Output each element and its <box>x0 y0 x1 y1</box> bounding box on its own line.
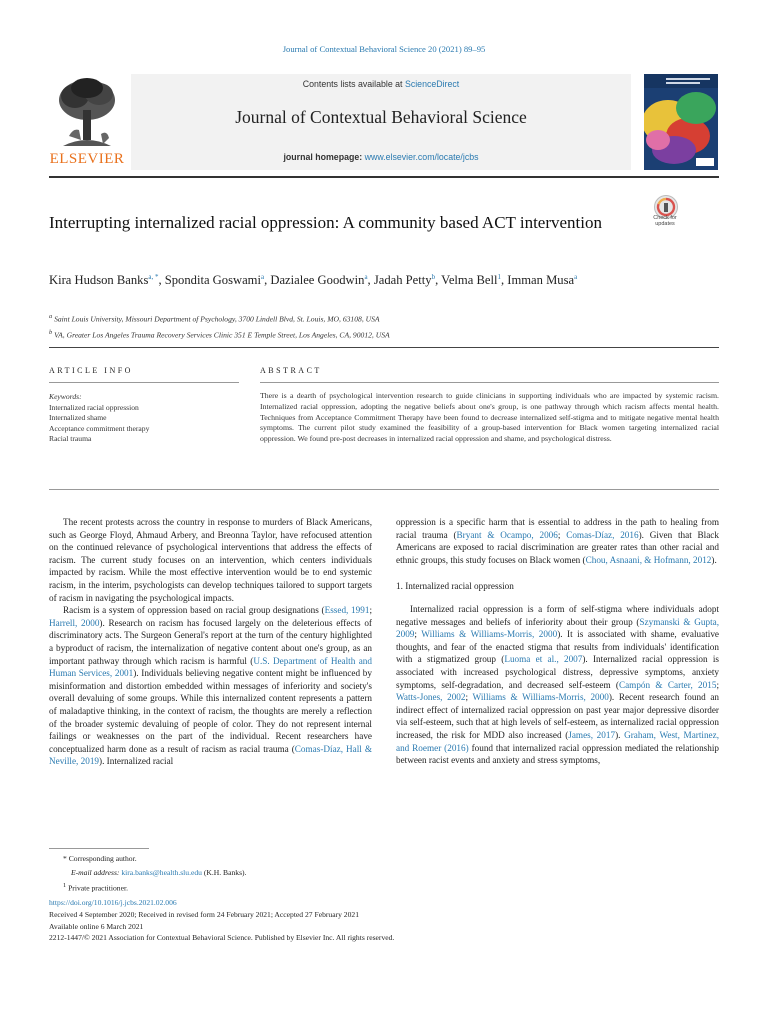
article-title: Interrupting internalized racial oppression: A community based ACT intervention <box>49 213 603 232</box>
keyword-list <box>49 403 239 445</box>
footnote-rule <box>49 848 149 849</box>
available-online: Available online 6 March 2021 <box>49 921 144 931</box>
footnote-corresponding: * Corresponding author. <box>63 854 137 863</box>
body-text-run: ). It is associated with shame, evaluative thoughts, and fear of the enacted stigma that results from individuals' identification with a stigmatized group ( <box>396 629 719 665</box>
citation-link[interactable]: Williams & Williams-Morris, 2000 <box>421 629 558 640</box>
copyright-line: 2212-1447/© 2021 Association for Contextual Behavioral Science. Published by Elsevier Inc. All rights reserved. <box>49 933 395 943</box>
body-text-run: oppression is a specific harm that is essential to address in the path to healing from racial trauma ( <box>396 517 719 540</box>
citation-link[interactable]: Campón & Carter, 2015 <box>618 679 717 690</box>
title-rule <box>49 347 719 348</box>
homepage-line <box>131 152 631 162</box>
email-suffix: (K.H. Banks). <box>201 867 247 877</box>
body-column-left <box>49 516 372 768</box>
check-updates-line2: updates <box>655 221 675 227</box>
author-name[interactable]: Dazialee Goodwin <box>270 273 365 288</box>
author-affiliation-mark[interactable]: b <box>431 273 436 281</box>
author-affiliation-mark[interactable]: a, * <box>148 273 159 281</box>
contents-prefix: Contents lists available at <box>302 79 405 89</box>
article-info-rule <box>49 382 239 383</box>
running-head[interactable]: Journal of Contextual Behavioral Science 20 (2021) 89–95 <box>282 44 486 54</box>
citation-link[interactable]: Chou, Asnaani, & Hofmann, 2012 <box>585 554 712 565</box>
body-text-run: ). Recent research found an indirect effect of internalized racial oppression on past year major depressive disorder via self-esteem, such that at high levels of self-esteem, as internalized racial oppression increased, the risk for MDD also increased ( <box>396 692 720 740</box>
private-practitioner-note: Private practitioner. <box>68 883 128 893</box>
keywords-heading: Keywords: <box>49 392 82 401</box>
check-updates-label <box>646 215 684 227</box>
affiliation-text: VA, Greater Los Angeles Trauma Recovery Services Clinic 351 E Temple Street, Los Angeles, CA, 90012, USA <box>54 330 390 340</box>
keywords-block <box>49 392 239 445</box>
sciencedirect-link[interactable]: ScienceDirect <box>404 79 460 89</box>
body-text-run: ; <box>369 605 372 616</box>
keyword: Racial trauma <box>49 434 92 444</box>
journal-name: Journal of Contextual Behavioral Science <box>235 107 527 127</box>
body-text-run: ). <box>711 554 717 565</box>
masthead-rule <box>49 176 719 178</box>
author-name[interactable]: Spondita Goswami <box>164 273 261 288</box>
author-affiliation-mark[interactable]: 1 <box>497 273 501 281</box>
citation-link[interactable]: Luoma et al., 2007 <box>504 654 583 665</box>
footnote-email <box>49 866 469 880</box>
journal-cover-image[interactable] <box>644 74 718 170</box>
body-text-run: ). Internalized racial <box>99 756 174 767</box>
body-text-run: ; <box>557 529 567 540</box>
abstract-bottom-rule <box>49 489 719 490</box>
citation-link[interactable]: U.S. Department of Health and Human Services, 2001 <box>49 655 372 679</box>
publication-info <box>49 897 609 944</box>
check-for-updates-button[interactable] <box>646 195 684 233</box>
body-text-run: ). Research on racism has focused largely on the deleterious effects of discriminatory acts. The Surgeon General's report at the turn of the century highlighted a byproduct of racism, the internalization of negative content about one's group, as an important pathway through which racism is harmful ( <box>49 617 372 666</box>
contents-line <box>131 79 631 89</box>
keyword: Internalized shame <box>49 413 107 423</box>
affiliation <box>49 326 689 342</box>
body-text-run: Internalized racial oppression is a form of self-stigma where individuals adopt negative messages and beliefs of inferiority about their group ( <box>396 603 719 627</box>
body-text-run: Racism is a system of oppression based on racial group designations ( <box>63 605 325 616</box>
email-label: E-mail address: <box>71 867 120 877</box>
citation-link[interactable]: Williams & Williams-Morris, 2000 <box>472 692 609 703</box>
body-text-run: found that internalized racial oppression mediated the relationship between racist events and anxiety and stress symptoms, <box>396 742 720 766</box>
journal-masthead <box>49 74 719 170</box>
journal-homepage-link[interactable]: www.elsevier.com/locate/jcbs <box>364 152 479 162</box>
citation-link[interactable]: Watts-Jones, 2002 <box>396 692 466 703</box>
author-name[interactable]: Jadah Petty <box>373 273 432 288</box>
abstract-rule <box>260 382 719 383</box>
elsevier-logo[interactable] <box>49 76 125 168</box>
footnote-private: $^1$ Private practitioner. <box>63 882 128 893</box>
body-text-run: The recent protests across the country in response to murders of Black Americans, such as George Floyd, Ahmaud Arbery, and Breonna Taylor, have refocused attention on the continued relevance of psychological interventions that address the effects of racism. The current study focuses on an intervention, which centers individuals impacted by racism. While the most effective intervention would be to end systemic racism, in the interim, psychologists can develop techniques tailored to support targets of racism in navigating the psychological impacts. <box>49 517 372 603</box>
body-text-run: ; <box>414 629 422 640</box>
homepage-prefix: journal homepage: <box>283 152 365 162</box>
cover-art-icon <box>644 74 718 170</box>
body-paragraph <box>49 516 372 604</box>
citation-link[interactable]: Szymanski & Gupta, 2009 <box>396 616 719 640</box>
affiliation-text: Saint Louis University, Missouri Department of Psychology, 3700 Lindell Blvd, St. Louis, MO, 63108, USA <box>54 314 380 324</box>
affiliation-mark: b <box>49 328 53 336</box>
article-info-heading: ARTICLE INFO <box>49 366 133 375</box>
citation-link[interactable]: Essed, 1991 <box>324 605 370 616</box>
author-name[interactable]: Imman Musa <box>507 273 575 288</box>
author-name[interactable]: Velma Bell <box>441 273 498 288</box>
author-list: Kira Hudson Banks$^{a, *}$, Spondita Goswami$^a$, Dazialee Goodwin$^a$, Jadah Petty$^b$, Velma Bell$^1$, Imman Musa$^a$ <box>49 273 578 288</box>
body-text-run: ). Individuals believing negative content might be influenced by misinformation and distortion embedded within messages of inferiority and society's overall devaluing of some groups. While this internalized content represents a pattern of maladaptive thinking, in the context of racism, the thoughts are merely a reflection of the broader systemic devaluing of people of color. They do not represent internal failings or weaknesses on the part of the individual. Recent researchers have conceptualized harm done as a result of racism as racial trauma ( <box>49 668 372 754</box>
received-dates: Received 4 September 2020; Received in revised form 24 February 2021; Accepted 27 February 2021 <box>49 909 359 919</box>
elsevier-tree-icon <box>55 76 119 150</box>
masthead-center <box>131 74 631 170</box>
elsevier-wordmark: ELSEVIER <box>49 151 125 167</box>
body-text-run: ). Internalized racial oppression is associated with increased psychological distress, depressive symptoms, anxiety symptoms, self-degradation, and decreased self-esteem ( <box>396 654 719 690</box>
citation-link[interactable]: Comas-Díaz, Hall & Neville, 2019 <box>49 743 372 767</box>
affiliations <box>49 310 689 341</box>
author-email-link[interactable]: kira.banks@health.slu.edu <box>121 867 202 877</box>
section-heading: 1. Internalized racial oppression <box>396 581 514 592</box>
body-text-run: ). Given that Black Americans are exposed to racial discrimination are greater rates than other racial and ethnic groups, this study focuses on Black women ( <box>396 529 719 565</box>
citation-link[interactable]: Graham, West, Martinez, and Roemer (2016) <box>396 729 720 753</box>
author-affiliation-mark[interactable]: a <box>260 273 265 281</box>
citation-link[interactable]: Comas-Díaz, 2016 <box>566 529 639 540</box>
citation-link[interactable]: James, 2017 <box>568 729 616 740</box>
check-updates-line1: Check for <box>653 215 677 221</box>
body-text-run: ; <box>465 692 473 703</box>
body-text-run: ). <box>615 729 625 740</box>
author-affiliation-mark[interactable]: a <box>364 273 368 281</box>
author-name[interactable]: Kira Hudson Banks <box>49 273 149 288</box>
citation-link[interactable]: Bryant & Ocampo, 2006 <box>456 529 558 540</box>
citation-link[interactable]: Harrell, 2000 <box>49 617 100 628</box>
body-paragraph <box>396 603 719 767</box>
abstract-heading: ABSTRACT <box>260 366 322 375</box>
keyword: Internalized racial oppression <box>49 402 139 412</box>
body-paragraph <box>396 516 719 566</box>
author-affiliation-mark[interactable]: a <box>574 273 578 281</box>
body-paragraph <box>49 604 372 768</box>
affiliation-mark: a <box>49 313 53 320</box>
keyword: Acceptance commitment therapy <box>49 423 150 433</box>
body-column-right <box>396 516 719 767</box>
affiliation <box>49 310 689 326</box>
corresponding-author-note: Corresponding author. <box>68 854 137 863</box>
footnotes <box>49 852 469 895</box>
abstract-text: There is a dearth of psychological intervention research to guide clinicians in supporting individuals who are impacted by systemic racism. Internalized racial oppression, adopting the negative beliefs about one's group, is one pathway through which racism affects mental health. Techniques from Acceptance Commitment Therapy have been found to decrease internalized self-stigma and to mitigate negative mental health symptoms. The current pilot study examined the feasibility of a group-based intervention for Black women targeting internalized racial oppression. We found pre-post decreases in internalized racial oppression and shame, and psychological distress. <box>260 391 719 444</box>
body-text-run: ; <box>716 679 719 690</box>
doi-link[interactable]: https://doi.org/10.1016/j.jcbs.2021.02.006 <box>49 898 177 907</box>
